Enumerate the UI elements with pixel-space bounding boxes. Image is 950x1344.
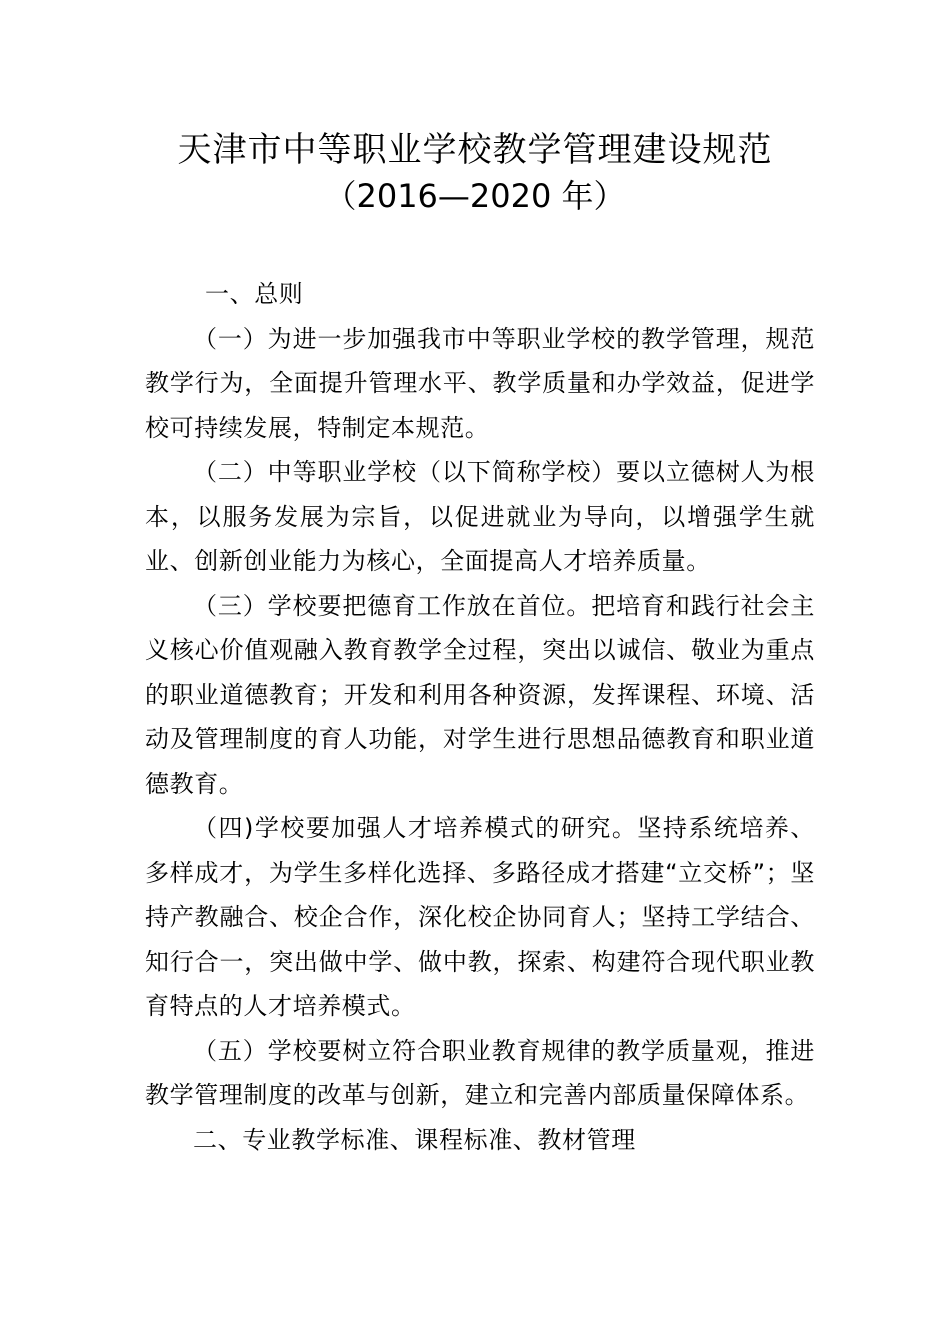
title-block: [0, 128, 950, 218]
paragraph-4: （四)学校要加强人才培养模式的研究。坚持系统培养、多样成才，为学生多样化选择、多路径成才搭建“立交桥”；坚持产教融合、校企合作，深化校企协同育人；坚持工学结合、知行合一，突出做中学、做中教，探索、构建符合现代职业教育特点的人才培养模式。: [145, 814, 815, 1020]
section-heading-general: 一、总则: [205, 280, 304, 308]
document-title: 天津市中等职业学校教学管理建设规范: [177, 130, 773, 170]
paragraph-1: （一）为进一步加强我市中等职业学校的教学管理，规范教学行为，全面提升管理水平、教学质量和办学效益，促进学校可持续发展，特制定本规范。: [145, 324, 815, 442]
paragraph-3: （三）学校要把德育工作放在首位。把培育和践行社会主义核心价值观融入教育教学全过程，突出以诚信、敬业为重点的职业道德教育；开发和利用各种资源，发挥课程、环境、活动及管理制度的育人功能，对学生进行思想品德教育和职业道德教育。: [145, 591, 815, 798]
paragraph-2: （二）中等职业学校（以下简称学校）要以立德树人为根本，以服务发展为宗旨，以促进就业为导向，以增强学生就业、创新创业能力为核心，全面提高人才培养质量。: [145, 458, 815, 575]
document-body: [145, 272, 815, 1162]
section-heading-standards: 二、专业教学标准、课程标准、教材管理: [193, 1125, 636, 1154]
document-subtitle: （2016—2020 年）: [324, 177, 626, 215]
paragraph-5: （五）学校要树立符合职业教育规律的教学质量观，推进教学管理制度的改革与创新，建立和完善内部质量保障体系。: [145, 1036, 815, 1109]
